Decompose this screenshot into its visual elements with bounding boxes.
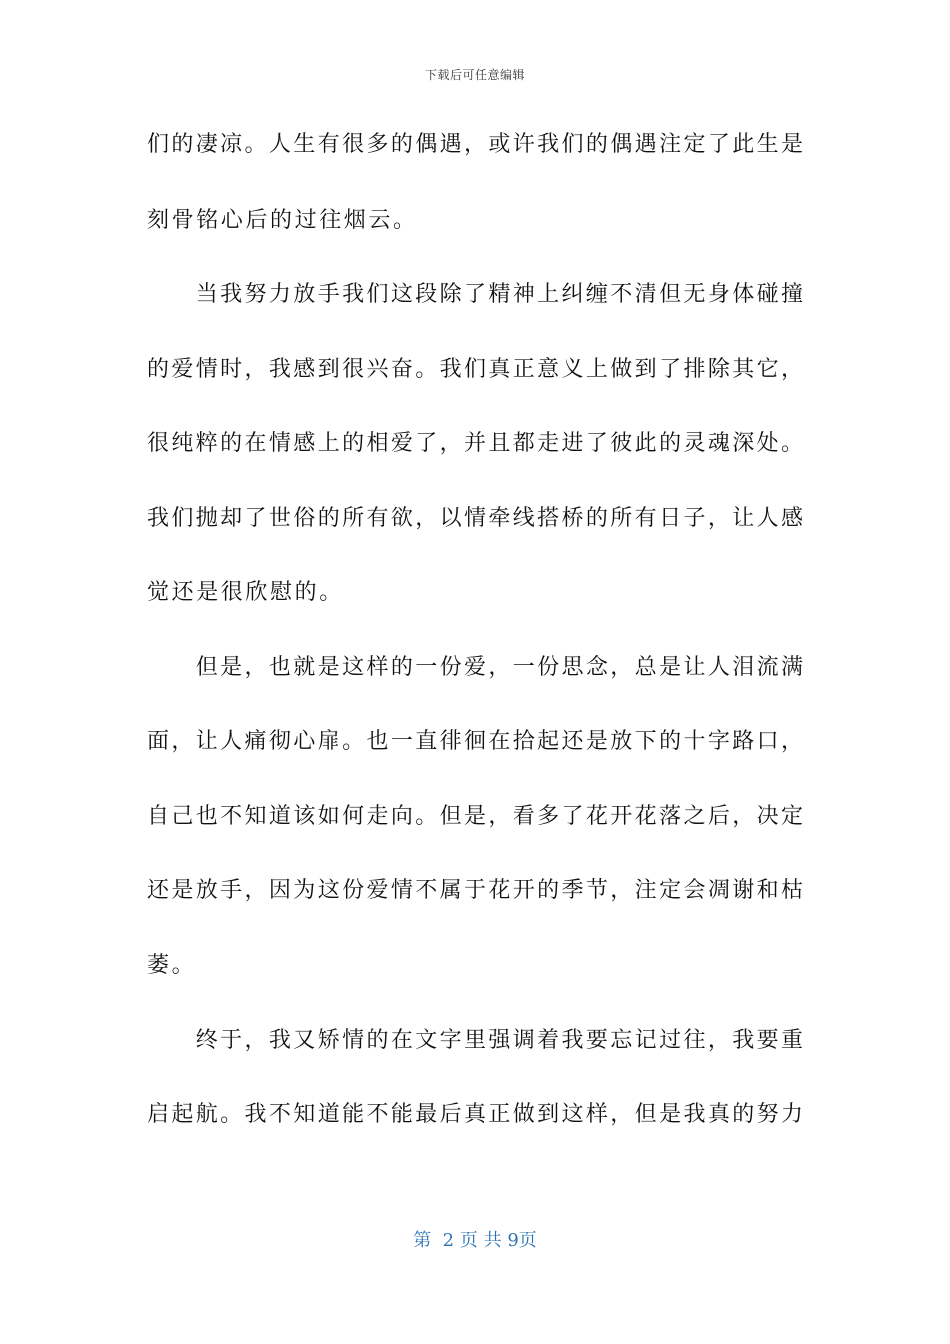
text-line: 觉还是很欣慰的。	[147, 580, 344, 605]
text-line: 的爱情时，我感到很兴奋。我们真正意义上做到了排除其它，	[147, 357, 803, 382]
text-line: 萎。	[147, 953, 197, 978]
text-line: 我们抛却了世俗的所有欲，以情牵线搭桥的所有日子，让人感	[147, 506, 803, 531]
text-line: 面，让人痛彻心扉。也一直徘徊在拾起还是放下的十字路口，	[147, 729, 803, 754]
total-page-count: 9	[507, 1230, 519, 1251]
text-line: 刻骨铭心后的过往烟云。	[147, 208, 418, 233]
text-line: 很纯粹的在情感上的相爱了，并且都走进了彼此的灵魂深处。	[147, 431, 803, 456]
current-page-number: 2	[442, 1230, 455, 1251]
footer-suffix: 页	[518, 1230, 537, 1251]
text-line: 还是放手，因为这份爱情不属于花开的季节，注定会凋谢和枯	[147, 878, 803, 903]
text-line: 自己也不知道该如何走向。但是，看多了花开花落之后，决定	[147, 804, 803, 829]
page-header: 下载后可任意编辑	[424, 68, 525, 82]
page-footer	[0, 1226, 950, 1252]
footer-prefix: 第	[413, 1230, 432, 1251]
text-line: 启起航。我不知道能不能最后真正做到这样，但是我真的努力	[147, 1102, 803, 1127]
footer-middle: 页 共	[459, 1230, 502, 1251]
text-line: 但是，也就是这样的一份爱，一份思念，总是让人泪流满	[147, 655, 803, 680]
text-line: 们的凄凉。人生有很多的偶遇，或许我们的偶遇注定了此生是	[147, 132, 803, 157]
text-line: 终于，我又矫情的在文字里强调着我要忘记过往，我要重	[147, 1028, 803, 1053]
text-line: 当我努力放手我们这段除了精神上纠缠不清但无身体碰撞	[147, 282, 803, 307]
